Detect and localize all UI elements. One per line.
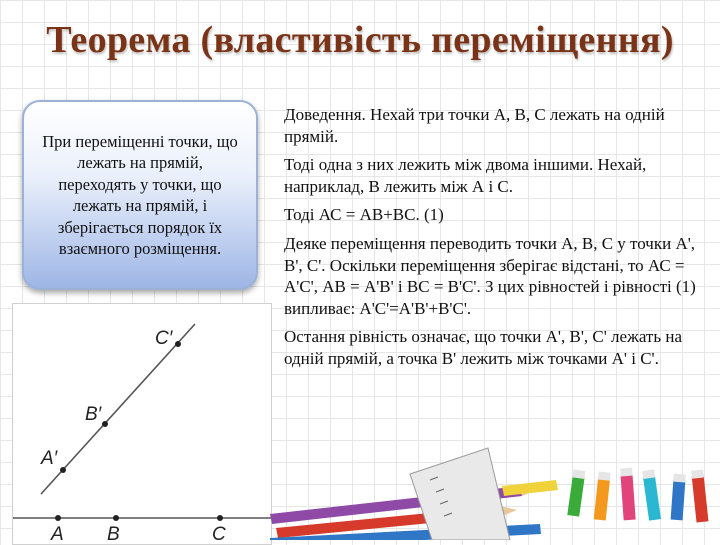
point-b (113, 515, 119, 521)
pencil-pink-icon (620, 468, 636, 521)
pencils-illustration (270, 440, 720, 540)
proof-paragraph-4: Деяке переміщення переводить точки А, В, С у точки А', В', С'. Оскільки переміщення зберігає відстані, то АС = А'С', АВ = А'В' і ВС = В'С'. З цих рівностей і рівності (1) випливає: А'С'=А'В'+В'С'. (284, 233, 696, 318)
pencil-red-short-icon (691, 470, 708, 523)
point-c-prime (175, 341, 181, 347)
geometry-svg (13, 304, 271, 544)
theorem-callout (22, 100, 258, 290)
pencil-green-icon (567, 469, 585, 516)
proof-text (284, 104, 709, 377)
proof-paragraph-3: Тоді АС = АВ+ВС. (1) (284, 205, 444, 225)
pencil-yellow-icon (502, 480, 558, 496)
pencil-blue-short-icon (671, 474, 686, 521)
label-c-prime: C′ (155, 328, 173, 349)
proof-paragraph-1: Доведення. Нехай три точки А, В, С лежать на одній прямій. (284, 105, 665, 146)
label-a-prime: A′ (41, 448, 58, 469)
proof-paragraph-2: Тоді одна з них лежить між двома іншими. Нехай, наприклад, В лежить між А і С. (284, 155, 647, 196)
proof-paragraph-5: Остання рівність означає, що точки А', В', С' лежать на одній прямій, а точка В' лежить між точками А' і С'. (284, 327, 682, 368)
label-c: C (212, 524, 226, 544)
point-a (55, 515, 61, 521)
ruler-icon (410, 448, 510, 540)
point-b-prime (102, 421, 108, 427)
label-b-prime: B′ (85, 404, 102, 425)
label-b: B (107, 524, 120, 544)
theorem-statement: При переміщенні точки, що лежать на прямій, переходять у точки, що лежать на прямій, і зберігається порядок їх взаємного розміщення. (42, 131, 238, 258)
slide-title: Теорема (властивість переміщення) (46, 19, 674, 61)
pencil-cyan-icon (642, 469, 661, 520)
point-a-prime (60, 467, 66, 473)
label-a: A (51, 524, 64, 544)
pencil-orange-icon (594, 472, 611, 521)
point-c (217, 515, 223, 521)
geometry-figure (12, 303, 272, 545)
